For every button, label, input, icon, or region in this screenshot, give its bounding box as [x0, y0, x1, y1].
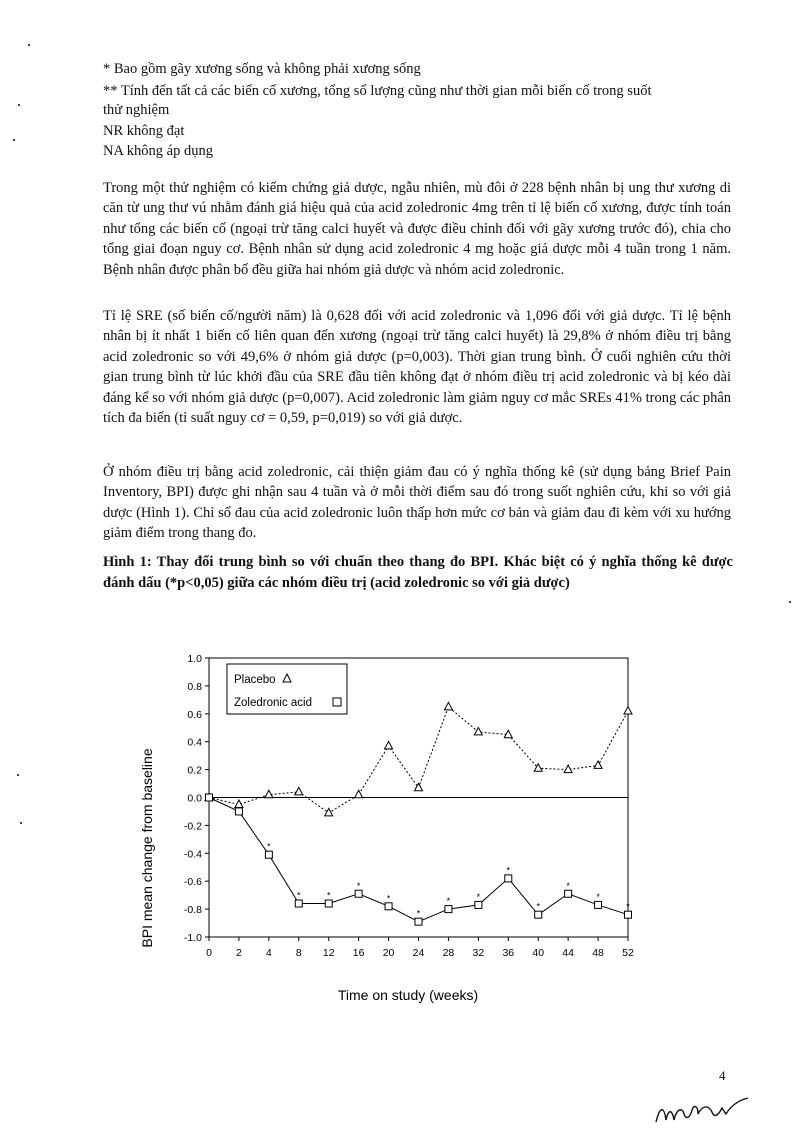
chart-legend: [227, 664, 347, 714]
chart-series: [205, 702, 632, 925]
y-tick-label: -0.4: [183, 848, 202, 861]
footnote-nr: NR không đạt: [103, 123, 185, 139]
zoledronic-line: [209, 798, 628, 922]
significance-asterisk: *: [626, 901, 630, 912]
y-tick-label: 0.2: [187, 764, 202, 777]
page-number: 4: [719, 1068, 726, 1083]
legend-label-placebo: Placebo: [234, 674, 276, 686]
zoledronic-point: [355, 890, 362, 897]
y-tick-label: 0.0: [187, 792, 202, 805]
x-tick-label: 8: [295, 947, 302, 959]
significance-asterisk: *: [596, 891, 600, 902]
significance-asterisk: *: [297, 890, 301, 901]
y-axis-label: BPI mean change from baseline: [139, 748, 155, 948]
placebo-point: [325, 808, 333, 816]
placebo-point: [385, 741, 393, 749]
significance-asterisk: *: [386, 893, 391, 904]
scan-speck: [18, 104, 20, 106]
zoledronic-point: [385, 903, 392, 910]
significance-asterisk: *: [566, 880, 570, 891]
placebo-point: [355, 790, 363, 798]
placebo-point: [624, 707, 632, 715]
scan-speck: [28, 44, 30, 46]
footnote-skeletal-events: ** Tính đến tất cả các biến cố xương, tổng số lượng cũng như thời gian mỗi biến cố trong suốt: [103, 83, 652, 99]
x-tick-label: 52: [622, 947, 634, 959]
significance-asterisk: *: [446, 896, 451, 907]
scan-speck: [789, 601, 791, 603]
y-tick-label: 1.0: [187, 653, 202, 665]
y-tick-label: 0.8: [187, 680, 202, 693]
y-tick-label: 0.6: [187, 708, 202, 721]
footnote-bone-fractures: * Bao gồm gãy xương sống và không phải xương sống: [103, 61, 421, 77]
x-tick-label: 44: [562, 947, 574, 959]
significance-asterisk: *: [356, 880, 361, 891]
zoledronic-point: [206, 794, 213, 801]
x-tick-label: 0: [206, 947, 212, 959]
y-tick-label: 0.4: [187, 736, 202, 749]
placebo-point: [295, 787, 303, 795]
footnote-na: NA không áp dụng: [103, 143, 213, 159]
y-tick-label: -0.6: [183, 876, 202, 889]
scan-speck: [20, 822, 22, 824]
x-tick-label: 48: [592, 947, 604, 959]
x-tick-label: 40: [532, 947, 545, 959]
x-tick-label: 36: [502, 947, 515, 959]
y-tick-label: -0.8: [183, 904, 202, 917]
significance-asterisk: *: [416, 908, 421, 919]
zoledronic-point: [325, 900, 332, 907]
x-tick-label: 20: [382, 947, 395, 959]
paragraph-pain-relief: Ở nhóm điều trị bằng acid zoledronic, cải thiện giảm đau có ý nghĩa thống kê (sử dụng bảng Brief Pain Inventory, BPI) được ghi nhận sau 4 tuần và ở mỗi thời điểm sau đó trong suốt nghiên cứu, khi so với giả dược (Hình 1). Chỉ số đau của acid zoledronic luôn thấp hơn mức cơ bản và giảm đau đi kèm với xu hướng giảm điểm trong thang đo.: [103, 464, 731, 542]
placebo-point: [474, 727, 482, 735]
x-tick-label: 12: [322, 947, 335, 959]
zoledronic-point: [565, 890, 572, 897]
zoledronic-point: [265, 851, 272, 858]
significance-asterisk: *: [506, 865, 511, 876]
placebo-point: [594, 761, 602, 769]
significance-asterisk: *: [267, 841, 271, 852]
zoledronic-point: [535, 911, 542, 918]
y-tick-label: -0.2: [183, 820, 202, 833]
x-tick-label: 16: [352, 947, 365, 959]
x-tick-label: 28: [442, 947, 455, 959]
placebo-point: [444, 702, 452, 710]
legend-label-zoledronic: Zoledronic acid: [234, 697, 312, 709]
zoledronic-point: [625, 911, 632, 918]
significance-asterisk: *: [326, 890, 331, 901]
figure-caption: Hình 1: Thay đổi trung bình so với chuẩn theo thang đo BPI. Khác biệt có ý nghĩa thống kê được đánh dấu (*p<0,05) giữa các nhóm điều trị (acid zoledronic so với giả dược): [103, 554, 733, 591]
y-tick-label: -1.0: [183, 932, 202, 944]
zoledronic-point: [445, 906, 452, 913]
x-tick-label: 32: [472, 947, 485, 959]
x-tick-label: 2: [236, 947, 242, 959]
zoledronic-point: [235, 808, 242, 815]
zoledronic-point: [595, 901, 602, 908]
scan-speck: [13, 139, 15, 141]
zoledronic-point: [295, 900, 302, 907]
paragraph-sre-results: Tỉ lệ SRE (số biến cố/người năm) là 0,628 đối với acid zoledronic và 1,096 đối với giả dược. Tỉ lệ bệnh nhân bị ít nhất 1 biến cố liên quan đến xương (ngoại trừ tăng calci huyết) là 29,8% ở nhóm điều trị bằng acid zoledronic so với 49,6% ở nhóm giả dược (p=0,003). Thời gian trung bình. Ở cuối nghiên cứu thời gian trung bình từ lúc khởi đầu của SRE đầu tiên không đạt ở nhóm điều trị acid zoledronic và bị kéo dài đáng kể so với nhóm giả dược (p=0,007). Acid zoledronic làm giảm nguy cơ mắc SREs 41% trong các phân tích đa biến (tỉ suất nguy cơ = 0,59, p=0,019) so với giả dược.: [103, 308, 731, 427]
x-tick-label: 4: [265, 947, 272, 959]
zoledronic-point: [415, 918, 422, 925]
x-axis-label: Time on study (weeks): [337, 987, 479, 1003]
significance-asterisk: *: [536, 901, 540, 912]
x-tick-label: 24: [412, 947, 425, 959]
paragraph-trial-design: Trong một thử nghiệm có kiểm chứng giả dược, ngẫu nhiên, mù đôi ở 228 bệnh nhân bị ung thư xương di căn từ ung thư vú nhằm đánh giá hiệu quả của acid zoledronic 4mg trên tỉ lệ biến cố xương, được tính toán như tổng các biến cố (ngoại trừ tăng calci huyết và được điều chỉnh đối với gãy xương trước đó), chia cho tổng giai đoạn nguy cơ. Bệnh nhân sử dụng acid zoledronic 4 mg hoặc giả dược mỗi 4 tuần trong 1 năm. Bệnh nhân được phân bố đều giữa hai nhóm giả dược và nhóm acid zoledronic.: [103, 180, 731, 278]
bpi-line-chart: [130, 640, 650, 1020]
significance-asterisk: *: [476, 891, 481, 902]
signature-mark: [652, 1092, 752, 1132]
footnote-skeletal-events-cont: thử nghiệm: [103, 102, 170, 118]
zoledronic-point: [505, 875, 512, 882]
zoledronic-point: [475, 901, 482, 908]
scan-speck: [17, 774, 19, 776]
